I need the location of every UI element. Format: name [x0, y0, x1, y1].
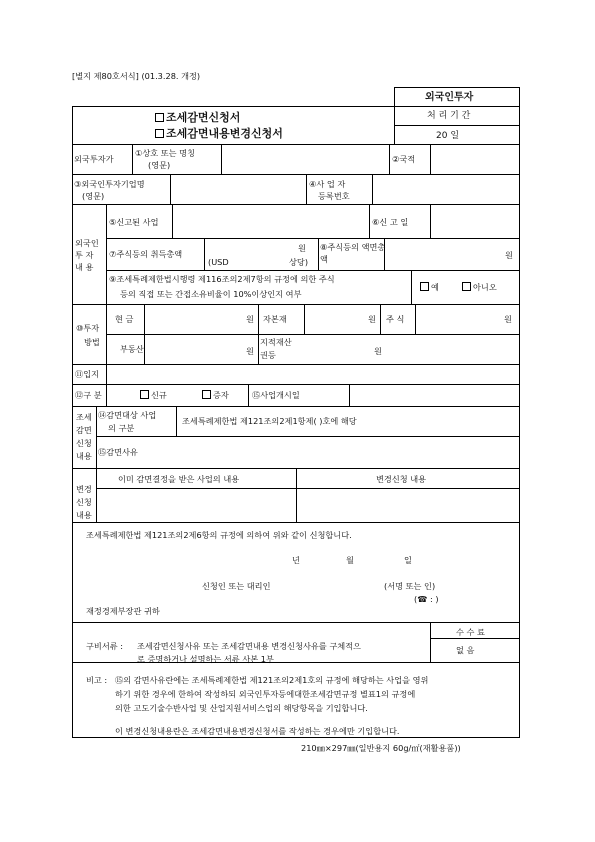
notes-line: 하기 위한 경우에 한하여 작성하되 외국인투자등에대한조세감면규정 별표1의 규정에	[115, 689, 416, 699]
stock-label: 주 식	[386, 314, 405, 324]
checkbox-icon[interactable]	[155, 129, 164, 138]
reported-business-label: ⑤신고된 사업	[109, 217, 159, 227]
report-date-field[interactable]	[432, 206, 518, 236]
face-value-field[interactable]	[386, 240, 502, 268]
title-change-request: 조세감면내용변경신청서	[155, 127, 283, 140]
ip-field[interactable]	[306, 336, 370, 362]
new-content-header: 변경신청 내용	[376, 474, 427, 484]
notes-label: 비고 :	[86, 675, 108, 685]
acquisition-total-field[interactable]	[228, 240, 294, 268]
acquisition-total-usd: (USD	[208, 257, 229, 267]
method-section-label: ⑩투자	[76, 323, 100, 333]
reported-business-field[interactable]	[174, 206, 367, 236]
company-name-sub: (영문)	[82, 191, 105, 201]
checkbox-icon[interactable]	[202, 390, 211, 399]
processing-period-label: 처 리 기 간	[427, 111, 471, 121]
business-reg-label2: 등록번호	[318, 191, 350, 201]
cash-label: 현 금	[115, 314, 134, 324]
investor-section-label: 외국투자가	[74, 154, 114, 164]
ownership-question: ⑨조세특례제한법시행령 제116조의2제7항의 규정에 의한 주식	[109, 274, 335, 284]
reduction-section-label: 내용	[76, 451, 92, 461]
capital-goods-unit: 원	[368, 314, 376, 324]
notes-line: 이 변경신청내용란은 조세감면내용변경신청서를 작성하는 경우에만 기입합니다.	[115, 726, 400, 736]
notes-line: ⑮의 감면사유란에는 조세특례제한법 제121조의2제1호의 규정에 해당하는 사업을 영위	[115, 675, 429, 685]
category-row-label: ⑫구 분	[75, 390, 102, 400]
paper-spec: 210㎜×297㎜(일반용지 60g/㎡(재활용품))	[301, 743, 461, 753]
real-estate-unit: 원	[246, 346, 254, 356]
investor-name-label: ①상호 또는 명칭	[135, 148, 195, 158]
start-date-label: ⑮사업개시일	[252, 390, 300, 400]
checkbox-icon[interactable]	[420, 282, 429, 291]
option-yes[interactable]: 예	[420, 282, 439, 292]
stock-field[interactable]	[417, 306, 501, 332]
reduction-target-label: ⑭감면대상 사업	[98, 410, 157, 420]
checkbox-icon[interactable]	[462, 282, 471, 291]
addressee: 재정경제부장관 귀하	[86, 606, 160, 616]
phone-label: (☎ : )	[414, 594, 439, 604]
applicant-label: 신청인 또는 대리인	[202, 581, 271, 591]
nationality-label: ②국적	[392, 154, 416, 164]
reduction-section-label: 신청	[76, 438, 92, 448]
location-field[interactable]	[108, 366, 518, 382]
reduction-reason-label: ⑮감면사유	[98, 447, 138, 457]
real-estate-field[interactable]	[146, 336, 242, 362]
date-day: 일	[404, 555, 412, 565]
start-date-field[interactable]	[351, 386, 518, 404]
capital-goods-field[interactable]	[306, 306, 366, 332]
change-section-label: 신청	[76, 497, 92, 507]
date-year: 년	[292, 555, 300, 565]
cash-field[interactable]	[146, 306, 242, 332]
documents-label: 구비서류 :	[86, 641, 123, 651]
notes-line: 의한 고도기술수반사업 및 산업지원서비스업의 해당항목을 기입합니다.	[115, 703, 368, 713]
location-label: ⑪입지	[75, 369, 100, 379]
content-section-label: 내 용	[75, 262, 94, 272]
capital-goods-label: 자본재	[263, 314, 287, 324]
company-name-field[interactable]	[172, 176, 304, 202]
checkbox-icon[interactable]	[155, 113, 164, 122]
documents-text: 조세감면신청사유 또는 조세감면내용 변경신청사유를 구체적으	[137, 641, 361, 651]
reduction-section-label: 조세	[76, 412, 92, 422]
change-section-label: 변경	[76, 484, 92, 494]
option-no[interactable]: 아니오	[462, 282, 497, 292]
title-reduction-request: 조세감면신청서	[155, 111, 240, 124]
change-section-label: 내용	[76, 510, 92, 520]
reduction-reason-field[interactable]	[178, 438, 518, 466]
acquisition-total-usd-end: 상당)	[289, 257, 309, 267]
declaration-text: 조세특례제한법 제121조의2제6항의 규정에 의하여 위와 같이 신청합니다.	[86, 530, 352, 540]
investor-name-sub: (영문)	[148, 160, 171, 170]
stock-unit: 원	[504, 314, 512, 324]
documents-text-line2: 로 증명하거나 설명하는 서류 사본 1부	[137, 654, 274, 664]
category-label: 외국인투자	[425, 92, 474, 103]
signature-label: (서명 또는 인)	[384, 581, 436, 591]
ownership-question-line2: 등의 직접 또는 간접소유비율이 10%이상인지 여부	[120, 289, 302, 299]
form-number: [별지 제80호서식] (01.3.28. 개정)	[72, 71, 201, 81]
checkbox-icon[interactable]	[140, 390, 149, 399]
prev-content-field[interactable]	[98, 490, 294, 520]
face-value-label2: 액	[320, 254, 328, 264]
reduction-section-label: 감면	[76, 425, 92, 435]
acquisition-total-label: ⑦주식등의 취득총액	[109, 249, 183, 259]
content-section-label: 외국인	[75, 238, 99, 248]
face-value-unit: 원	[505, 250, 513, 260]
reduction-target-value: 조세특례제한법 제121조의2제1항제( )호에 해당	[182, 416, 357, 426]
business-reg-field[interactable]	[374, 176, 518, 202]
investor-name-field[interactable]	[223, 146, 387, 172]
reduction-target-label2: 의 구분	[108, 423, 135, 433]
ip-label: 지적재산	[260, 337, 292, 347]
ip-label2: 권등	[260, 350, 276, 360]
real-estate-label: 부동산	[120, 344, 144, 354]
content-section-label: 투 자	[75, 250, 94, 260]
option-new[interactable]: 신규	[140, 390, 167, 400]
new-content-field[interactable]	[298, 490, 518, 520]
fee-value: 없 음	[456, 645, 475, 655]
business-reg-label: ④사 업 자	[309, 179, 346, 189]
prev-content-header: 이미 감면결정을 받은 사업의 내용	[118, 474, 240, 484]
company-name-label: ③외국인투자기업명	[74, 179, 145, 189]
nationality-field[interactable]	[432, 146, 518, 172]
option-increase[interactable]: 증자	[202, 390, 229, 400]
method-section-label2: 방법	[84, 337, 100, 347]
face-value-label: ⑧주식등의 액면총	[320, 242, 386, 252]
acquisition-total-unit: 원	[298, 243, 306, 253]
report-date-label: ⑥신 고 일	[372, 217, 409, 227]
processing-period-value: 20 일	[436, 131, 460, 141]
date-month: 월	[346, 555, 354, 565]
ip-unit: 원	[374, 346, 382, 356]
cash-unit: 원	[246, 314, 254, 324]
fee-label: 수 수 료	[456, 627, 485, 637]
